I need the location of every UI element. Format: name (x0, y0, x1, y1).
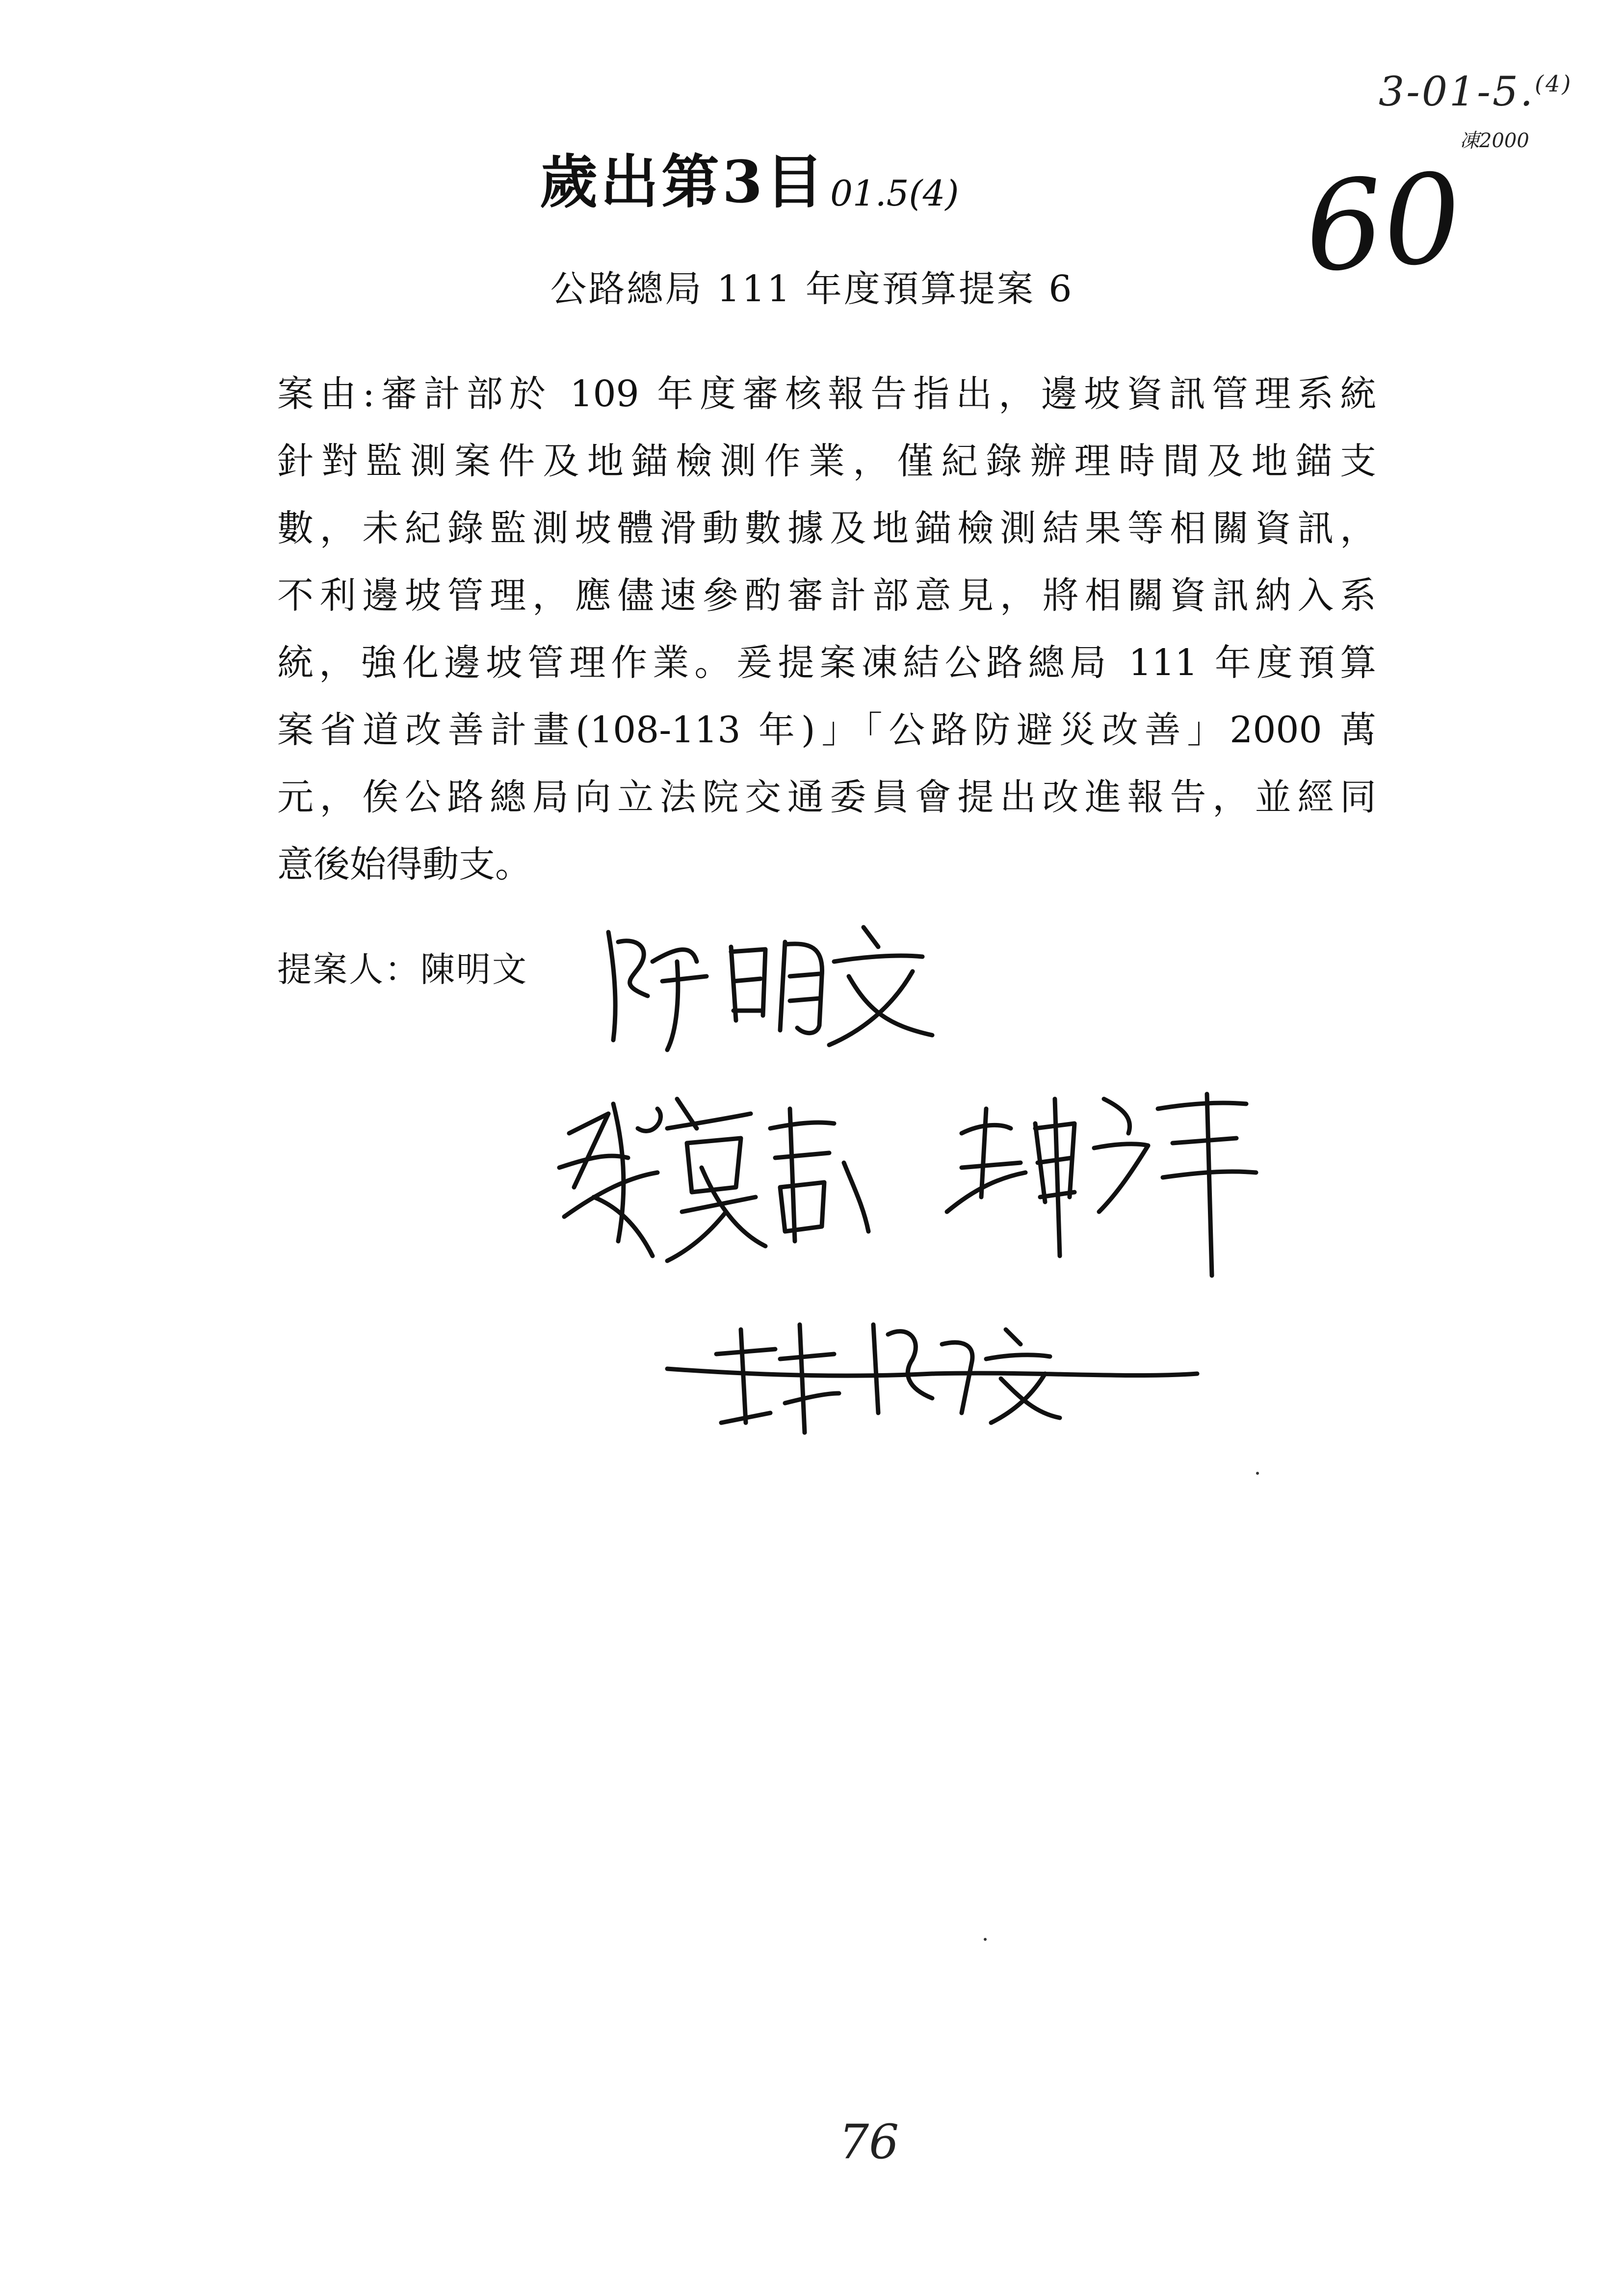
budget-stamp-main: 歲出第3目 (540, 148, 827, 216)
body-line: 意後始得動支。 (277, 843, 531, 886)
archive-code-sup: (4) (1535, 70, 1573, 97)
page-number: 76 (839, 2114, 899, 2169)
scan-speck (1256, 1472, 1259, 1475)
body-line: 針對監測案件及地錨檢測作業，僅紀錄辦理時間及地錨支 (277, 440, 1376, 482)
budget-stamp (540, 142, 1055, 216)
signature-2 (559, 1099, 868, 1261)
document-title: 公路總局 111 年度預算提案 6 (550, 268, 1074, 310)
budget-stamp-note: 01.5(4) (830, 173, 959, 214)
scan-speck (984, 1938, 987, 1941)
signature-1 (608, 927, 932, 1050)
body-line: 案由:審計部於 109 年度審核報告指出，邊坡資訊管理系統 (277, 373, 1376, 415)
body-line: 案省道改善計畫(108-113 年)」「公路防避災改善」2000 萬 (277, 709, 1376, 751)
proposer-label: 提案人：陳明文 (277, 949, 528, 990)
body-line: 元，俟公路總局向立法院交通委員會提出改進報告，並經同 (277, 776, 1376, 818)
signature-3 (947, 1094, 1256, 1276)
proposal-body (277, 361, 1376, 898)
archive-code-text: 3-01-5. (1379, 69, 1535, 115)
freeze-note: 凍2000 (1460, 130, 1529, 152)
archive-code (1379, 69, 1572, 115)
body-line: 數，未紀錄監測坡體滑動數據及地錨檢測結果等相關資訊， (277, 507, 1376, 549)
signature-4 (667, 1325, 1197, 1433)
body-line: 統，強化邊坡管理作業。爰提案凍結公路總局 111 年度預算 (277, 642, 1376, 684)
item-number: 60 (1300, 146, 1466, 300)
body-line: 不利邊坡管理，應儘速參酌審計部意見，將相關資訊納入系 (277, 574, 1376, 617)
